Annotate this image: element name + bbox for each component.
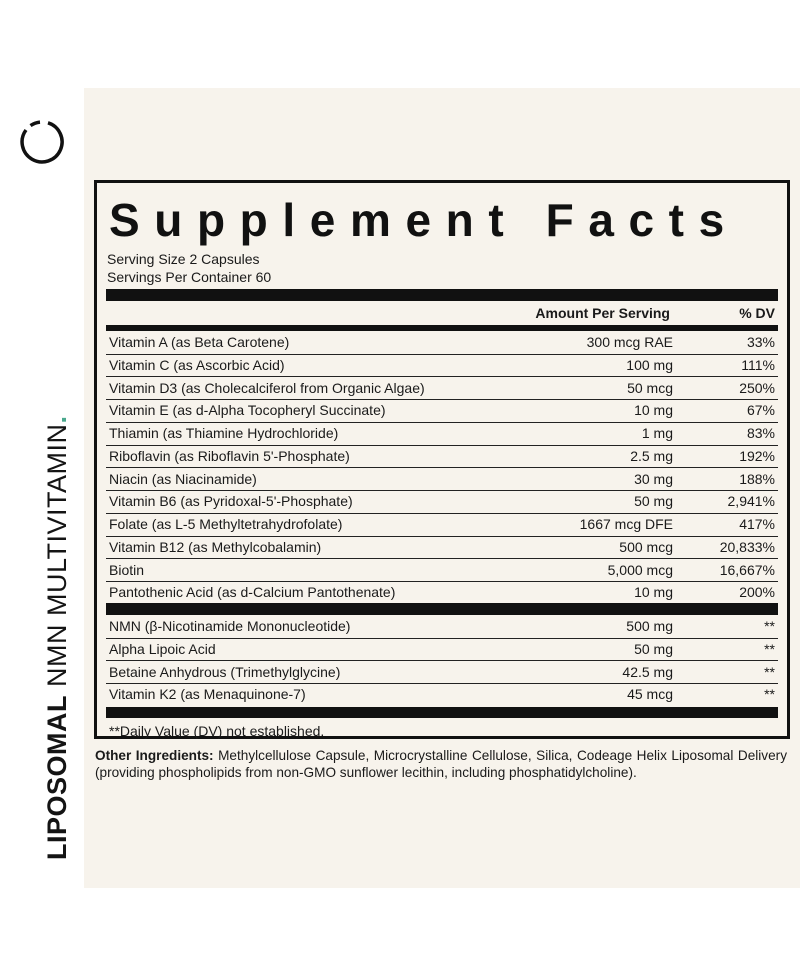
table-row	[106, 559, 778, 583]
table-row	[106, 468, 778, 492]
table-row	[106, 490, 778, 514]
table-row	[106, 422, 778, 446]
nutrient-name: NMN (β-Nicotinamide Mononucleotide)	[109, 618, 351, 634]
nutrient-name: Biotin	[109, 561, 145, 578]
nutrient-dv: 67%	[746, 402, 775, 419]
supplement-facts-panel	[94, 180, 790, 739]
thick-divider-3	[106, 707, 778, 718]
nutrient-amount: 300 mcg RAE	[586, 334, 673, 350]
nutrient-name: Vitamin E (as d-Alpha Tocopheryl Succinate)	[109, 402, 386, 419]
nutrient-amount: 50 mg	[634, 640, 673, 657]
nutrient-name: Vitamin A (as Beta Carotene)	[109, 334, 290, 350]
nutrient-amount: 500 mg	[626, 618, 673, 634]
nutrient-dv: 188%	[739, 470, 775, 487]
other-ingredients-label: Other Ingredients:	[95, 748, 214, 763]
table-row	[106, 615, 778, 639]
table-row	[106, 581, 778, 604]
nutrient-name: Betaine Anhydrous (Trimethylglycine)	[109, 663, 341, 680]
nutrient-amount: 42.5 mg	[622, 663, 673, 680]
thick-divider-2	[106, 603, 778, 615]
nutrient-amount: 50 mcg	[627, 379, 673, 396]
nutrient-dv: 33%	[746, 334, 775, 350]
nutrient-dv: 417%	[739, 516, 775, 532]
nutrient-dv: 83%	[746, 425, 775, 441]
nutrient-name: Pantothenic Acid (as d-Calcium Pantothenate)	[109, 584, 396, 601]
nutrient-amount: 45 mcg	[627, 686, 673, 703]
dv-footnote: **Daily Value (DV) not established.	[109, 723, 325, 739]
table-row	[106, 445, 778, 469]
nutrient-dv: 16,667%	[719, 561, 775, 578]
product-name-bold: LIPOSOMAL	[42, 695, 72, 860]
nutrient-name: Vitamin D3 (as Cholecalciferol from Organic Algae)	[109, 379, 425, 396]
facts-title: Supplement Facts	[109, 194, 739, 246]
nutrient-amount: 500 mcg	[619, 538, 673, 555]
serving-size: Serving Size 2 Capsules	[107, 251, 260, 267]
other-ingredients	[95, 748, 787, 781]
nutrient-dv: **	[764, 663, 775, 680]
nutrient-name: Vitamin C (as Ascorbic Acid)	[109, 356, 285, 373]
nutrient-amount: 10 mg	[634, 402, 673, 419]
table-row	[106, 683, 778, 706]
brand-accent-dot: .	[42, 415, 72, 424]
nutrient-amount: 1667 mcg DFE	[579, 516, 673, 532]
nutrient-dv: **	[764, 640, 775, 657]
table-row	[106, 661, 778, 685]
nutrient-name: Riboflavin (as Riboflavin 5'-Phosphate)	[109, 447, 350, 464]
nutrient-amount: 50 mg	[634, 493, 673, 510]
table-row	[106, 399, 778, 423]
nutrient-amount: 1 mg	[641, 425, 673, 441]
column-header-dv: % DV	[739, 305, 775, 321]
table-row	[106, 513, 778, 537]
nutrient-dv: **	[764, 686, 775, 703]
nutrient-name: Vitamin B6 (as Pyridoxal-5'-Phosphate)	[109, 493, 353, 510]
nutrient-dv: 200%	[739, 584, 775, 601]
brand-logo-icon	[18, 118, 66, 166]
nutrient-amount: 2.5 mg	[630, 447, 673, 464]
nutrient-dv: 192%	[739, 447, 775, 464]
servings-per-container: Servings Per Container 60	[107, 269, 272, 285]
nutrient-amount: 5,000 mcg	[607, 561, 673, 578]
nutrient-name: Vitamin K2 (as Menaquinone-7)	[109, 686, 306, 703]
nutrient-amount: 10 mg	[634, 584, 673, 601]
nutrient-amount: 100 mg	[626, 356, 673, 373]
table-row	[106, 354, 778, 378]
thick-divider	[106, 289, 778, 301]
table-row	[106, 377, 778, 401]
column-header-amount: Amount Per Serving	[535, 305, 670, 321]
nutrient-dv: 250%	[739, 379, 775, 396]
nutrient-name: Vitamin B12 (as Methylcobalamin)	[109, 538, 322, 555]
nutrient-name: Thiamin (as Thiamine Hydrochloride)	[109, 425, 339, 441]
product-name-regular: NMN MULTIVITAMIN	[42, 423, 72, 687]
nutrient-dv: 20,833%	[719, 538, 775, 555]
other-ingredients-text: Methylcellulose Capsule, Microcrystalline Cellulose, Silica, Codeage Helix Liposomal Delivery (providing phospholipids from non-GMO sunflower lecithin, including phosphatidylcholine).	[95, 748, 787, 780]
product-name-vertical	[42, 415, 73, 860]
nutrient-name: Folate (as L-5 Methyltetrahydrofolate)	[109, 516, 343, 532]
nutrient-name: Alpha Lipoic Acid	[109, 640, 216, 657]
nutrient-dv: 111%	[741, 356, 775, 373]
table-row	[106, 331, 778, 355]
nutrient-dv: **	[764, 618, 775, 634]
table-row	[106, 536, 778, 560]
nutrient-dv: 2,941%	[727, 493, 775, 510]
nutrient-name: Niacin (as Niacinamide)	[109, 470, 257, 487]
table-row	[106, 638, 778, 662]
nutrient-amount: 30 mg	[634, 470, 673, 487]
